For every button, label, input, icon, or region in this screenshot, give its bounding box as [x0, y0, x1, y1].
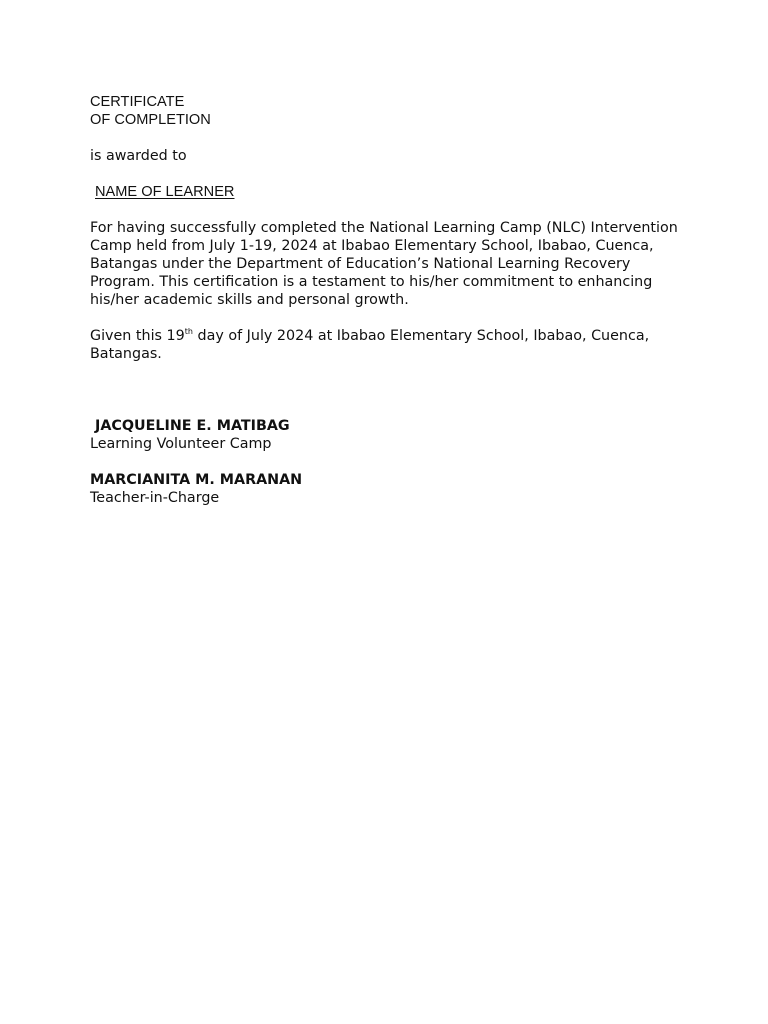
- signatory-name: MARCIANITA M. MARANAN: [90, 472, 303, 488]
- certificate-title: [90, 93, 680, 129]
- given-ordinal: th: [184, 327, 193, 336]
- signatory-block-2: [90, 471, 680, 507]
- learner-name-placeholder: NAME OF LEARNER: [95, 184, 235, 200]
- signatory-role: Teacher-in-Charge: [90, 490, 220, 506]
- learner-name-line: [90, 183, 680, 201]
- awarded-to-text: is awarded to: [90, 148, 187, 164]
- signatory-role: Learning Volunteer Camp: [90, 436, 272, 452]
- certificate-body-paragraph: For having successfully completed the National Learning Camp (NLC) Intervention Camp held from July 1-19, 2024 at Ibabao Elementary School, Ibabao, Cuenca, Batangas under the Department of Education’s National Learning Recovery Program. This certification is a testament to his/her commitment to enhancing his/her academic skills and personal growth.: [90, 220, 678, 308]
- title-line-1: CERTIFICATE: [90, 94, 185, 110]
- signatory-name: JACQUELINE E. MATIBAG: [95, 418, 290, 434]
- given-suffix: day of July 2024 at Ibabao Elementary School, Ibabao, Cuenca, Batangas.: [90, 328, 650, 362]
- title-line-2: OF COMPLETION: [90, 112, 211, 128]
- given-date-paragraph: [90, 327, 680, 363]
- certificate-content: [90, 93, 680, 525]
- signature-spacer: [90, 363, 680, 417]
- signatory-block-1: [90, 417, 680, 453]
- given-prefix: Given this 19: [90, 328, 185, 344]
